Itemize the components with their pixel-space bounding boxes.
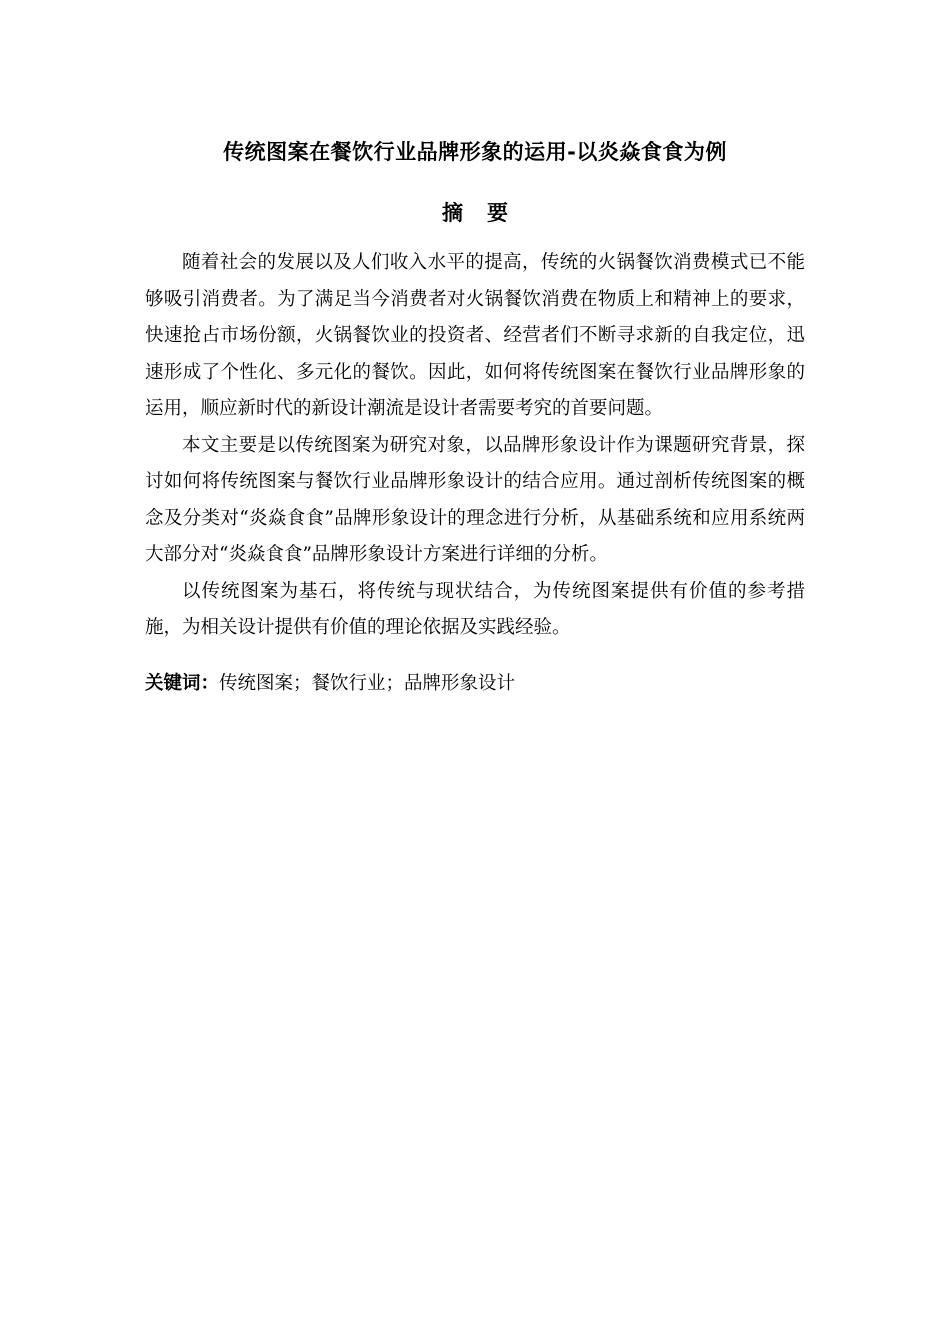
- abstract-paragraph-1: 随着社会的发展以及人们收入水平的提高，传统的火锅餐饮消费模式已不能够吸引消费者。为了满足当今消费者对火锅餐饮消费在物质上和精神上的要求，快速抢占市场份额，火锅餐饮业的投资者、经营者们不断寻求新的自我定位，迅速形成了个性化、多元化的餐饮。因此，如何将传统图案在餐饮行业品牌形象的运用，顺应新时代的新设计潮流是设计者需要考究的首要问题。: [145, 252, 805, 419]
- abstract-body: [145, 245, 805, 647]
- abstract-paragraph-3: 以传统图案为基石，将传统与现状结合，为传统图案提供有价值的参考措施，为相关设计提供有价值的理论依据及实践经验。: [145, 580, 805, 638]
- keywords-line: [145, 666, 805, 702]
- abstract-heading: 摘要: [442, 201, 532, 225]
- keywords-value: 传统图案；餐饮行业；品牌形象设计: [219, 673, 516, 694]
- keywords-label: 关键词：: [145, 673, 220, 694]
- abstract-paragraph-2: 本文主要是以传统图案为研究对象，以品牌形象设计作为课题研究背景，探讨如何将传统图案与餐饮行业品牌形象设计的结合应用。通过剖析传统图案的概念及分类对“炎焱食食”品牌形象设计的理念进行分析，从基础系统和应用系统两大部分对“炎焱食食”品牌形象设计方案进行详细的分析。: [145, 434, 805, 565]
- document-title: 传统图案在餐饮行业品牌形象的运用-以炎焱食食为例: [223, 140, 727, 164]
